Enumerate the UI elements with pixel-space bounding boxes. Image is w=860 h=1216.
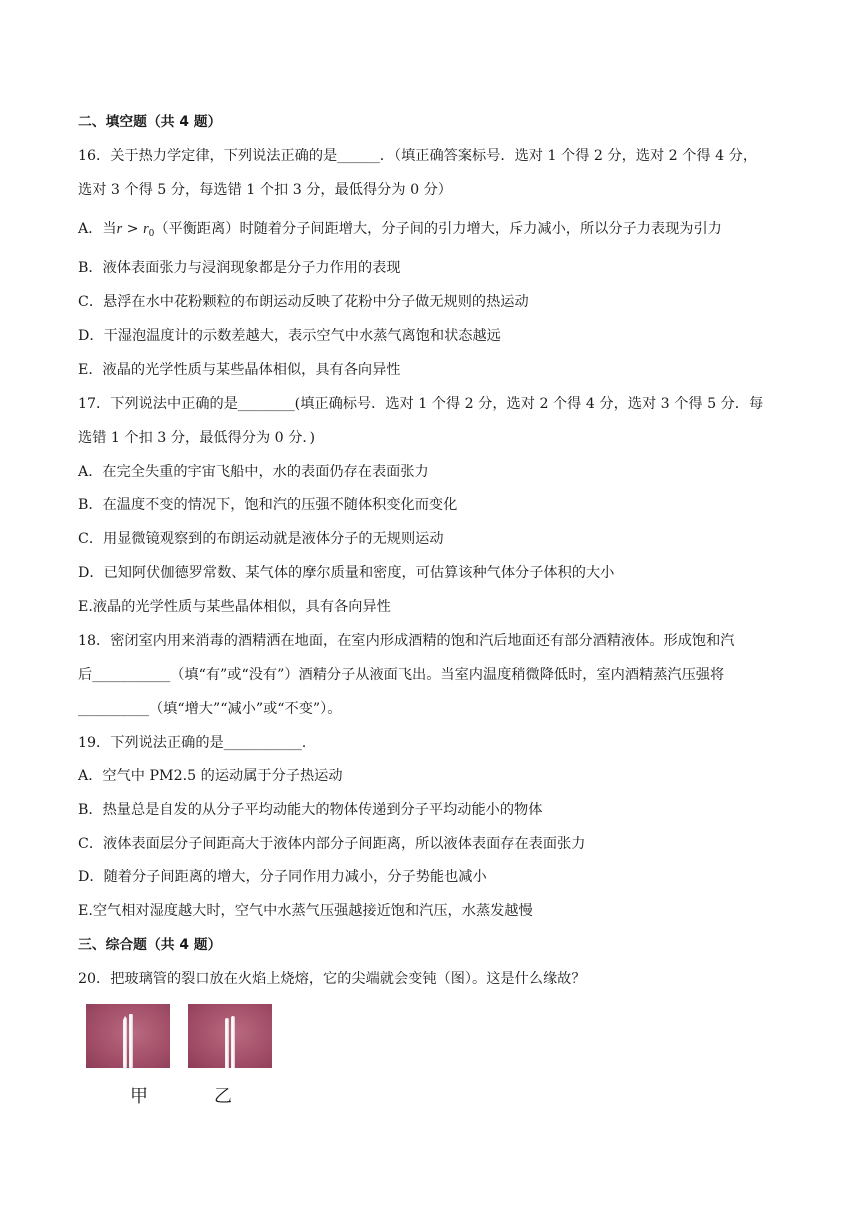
q16-option-c: C．悬浮在水中花粉颗粒的布朗运动反映了花粉中分子做无规则的热运动 bbox=[78, 294, 529, 310]
q17-stem-line1: 17．下列说法中正确的是________(填正确标号．选对 1 个得 2 分，选对 2 个得 4 分，选对 3 个得 5 分．每 bbox=[78, 396, 764, 412]
q17-option-d: D．已知阿伏伽德罗常数、某气体的摩尔质量和密度，可估算该种气体分子体积的大小 bbox=[78, 565, 615, 581]
q16-option-a-suffix: （平衡距离）时随着分子间距增大，分子间的引力增大，斥力减小，所以分子力表现为引力 bbox=[154, 221, 722, 237]
math-r: r bbox=[116, 221, 123, 237]
q19-stem: 19．下列说法正确的是___________. bbox=[78, 735, 307, 751]
q19-option-e: E.空气相对湿度越大时，空气中水蒸气压强越接近饱和汽压，水蒸发越慢 bbox=[78, 903, 533, 919]
q17-option-c: C．用显微镜观察到的布朗运动就是液体分子的无规则运动 bbox=[78, 531, 444, 547]
q16-option-e: E．液晶的光学性质与某些晶体相似，具有各向异性 bbox=[78, 362, 401, 378]
math-r0: r bbox=[143, 221, 149, 237]
q19-option-b: B．热量总是自发的从分子平均动能大的物体传递到分子平均动能小的物体 bbox=[78, 802, 543, 818]
q17-option-e: E.液晶的光学性质与某些晶体相似，具有各向异性 bbox=[78, 599, 391, 615]
q18-line3: __________（填“增大”“减小”或“不变”）。 bbox=[78, 701, 342, 717]
q19-option-c: C．液体表面层分子间距高大于液体内部分子间距离，所以液体表面存在表面张力 bbox=[78, 836, 586, 852]
q16-option-a bbox=[78, 219, 790, 244]
q18-line1: 18．密闭室内用来消毒的酒精洒在地面，在室内形成酒精的饱和汽后地面还有部分酒精液体。形成饱和汽 bbox=[78, 633, 735, 649]
glass-tube-figure bbox=[86, 1004, 286, 1114]
q16-stem-line2: 选对 3 个得 5 分，每选错 1 个扣 3 分，最低得分为 0 分） bbox=[78, 182, 452, 198]
q16-option-d: D．干湿泡温度计的示数差越大，表示空气中水蒸气离饱和状态越远 bbox=[78, 328, 501, 344]
q17-stem-line2: 选错 1 个扣 3 分，最低得分为 0 分．) bbox=[78, 430, 316, 446]
photo-yi bbox=[188, 1004, 272, 1068]
glass-tube-blunt-b bbox=[231, 1016, 235, 1068]
caption-yi: 乙 bbox=[214, 1086, 232, 1107]
photo-jia bbox=[86, 1004, 170, 1068]
math-gt: > bbox=[122, 221, 144, 237]
q16-option-a-prefix: A．当 bbox=[78, 221, 117, 237]
q16-option-b: B．液体表面张力与浸润现象都是分子力作用的表现 bbox=[78, 260, 401, 276]
q17-option-b: B．在温度不变的情况下，饱和汽的压强不随体积变化而变化 bbox=[78, 497, 458, 513]
section-heading-fill-in: 二、填空题（共 4 题） bbox=[78, 114, 222, 130]
glass-tube-blunt bbox=[225, 1018, 229, 1068]
glass-tube-sharp bbox=[123, 1016, 127, 1068]
glass-tube-sharp-b bbox=[129, 1014, 133, 1068]
caption-jia: 甲 bbox=[130, 1086, 148, 1107]
q19-option-d: D．随着分子间距离的增大，分子同作用力减小，分子势能也减小 bbox=[78, 869, 487, 885]
section-heading-comprehensive: 三、综合题（共 4 题） bbox=[78, 937, 222, 953]
q17-option-a: A．在完全失重的宇宙飞船中，水的表面仍存在表面张力 bbox=[78, 464, 429, 480]
q18-line2: 后___________（填“有”或“没有”）酒精分子从液面飞出。当室内温度稍微降低时，室内酒精蒸汽压强将 bbox=[78, 667, 725, 683]
math-r0-subscript: 0 bbox=[148, 229, 155, 239]
q19-option-a: A．空气中 PM2.5 的运动属于分子热运动 bbox=[78, 768, 343, 784]
q16-stem-line1: 16．关于热力学定律，下列说法正确的是______．（填正确答案标号．选对 1 个得 2 分，选对 2 个得 4 分， bbox=[78, 148, 758, 164]
q20-stem: 20．把玻璃管的裂口放在火焰上烧熔，它的尖端就会变钝（图）。这是什么缘故？ bbox=[78, 971, 586, 987]
